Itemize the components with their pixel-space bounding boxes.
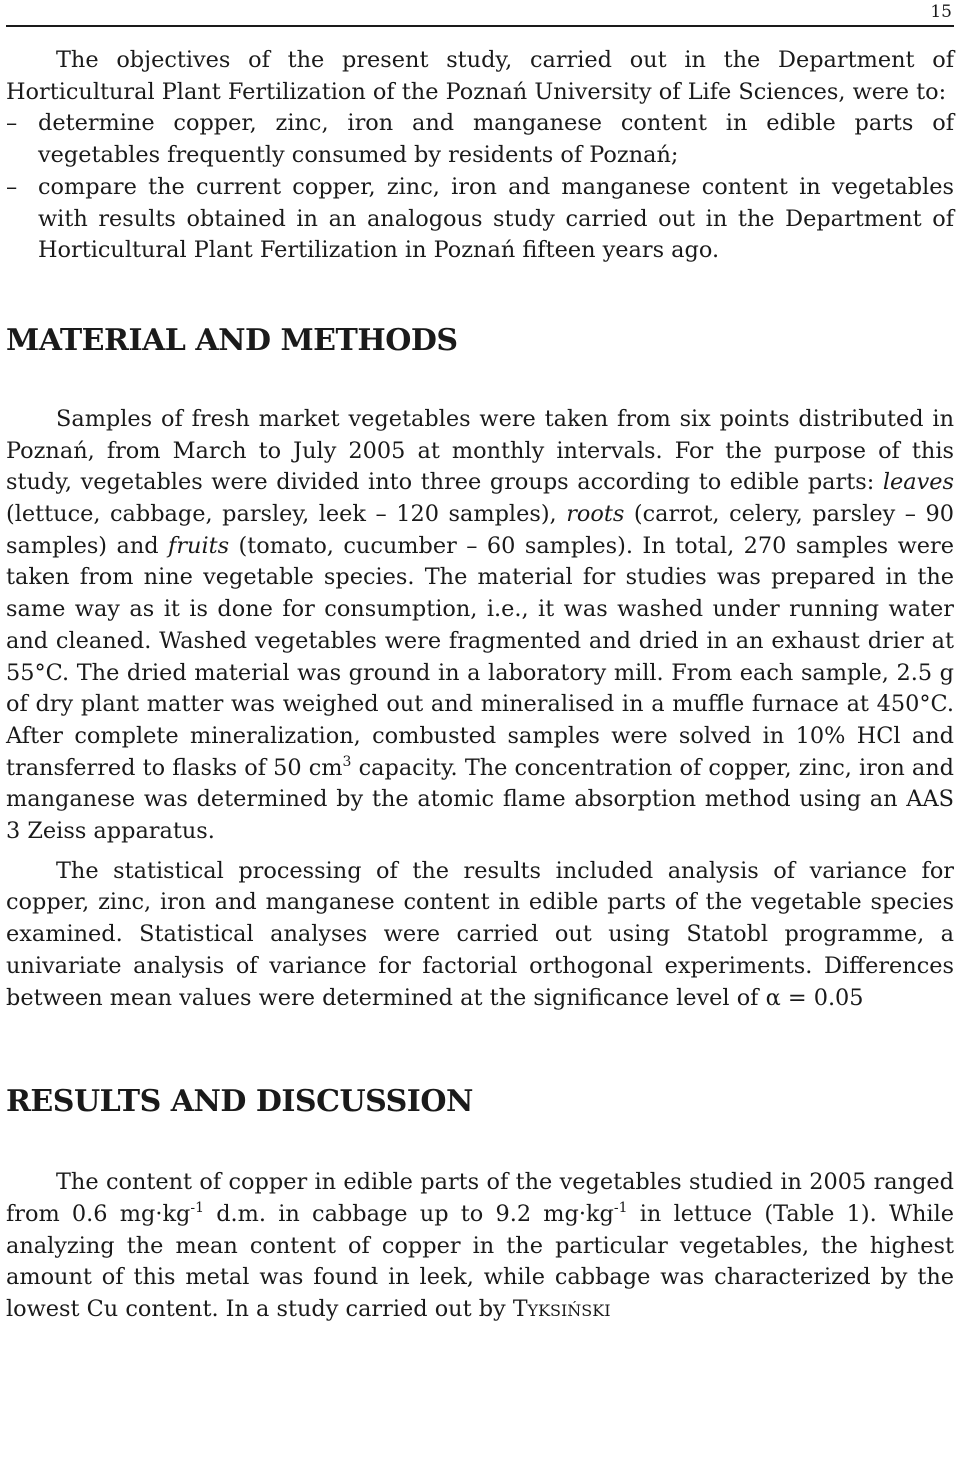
intro-paragraph: The objectives of the present study, carried out in the Department of Horticultural Plant Fertilization of the Poznań University of Life Sciences, were to:: [6, 47, 954, 105]
author-name-rest: YKSIŃSKI: [527, 1301, 611, 1321]
results-heading: RESULTS AND DISCUSSION: [6, 1084, 473, 1120]
bullet-dash: –: [6, 173, 18, 200]
objective-text-2: compare the current copper, zinc, iron and manganese content in vegetables with results obtained in an analogous study carried out in the Department of Horticultural Plant Fertilization in Poznań fifteen years ago.: [38, 173, 954, 264]
bullet-dash: –: [6, 110, 18, 137]
objective-bullet-1: [6, 108, 954, 171]
methods-heading: MATERIAL AND METHODS: [6, 322, 458, 358]
unit-superscript-2: -1: [613, 1199, 628, 1216]
unit-superscript-1: -1: [190, 1199, 204, 1216]
methods-paragraph-2: The statistical processing of the results included analysis of variance for copper, zinc, iron and manganese content in edible parts of the vegetable species examined. Statistical analyses were carried out using Statobl programme, a univariate analysis of variance for factorial orthogonal experiments. Differences between mean values were determined at the significance level of α = 0.05: [6, 857, 954, 1011]
author-name-initial: T: [512, 1297, 528, 1323]
objective-bullet-2: [6, 172, 954, 267]
leaves-term: leaves: [882, 469, 954, 496]
objective-text-1: determine copper, zinc, iron and manganese content in edible parts of vegetables frequently consumed by residents of Poznań;: [38, 110, 954, 169]
roots-term: roots: [566, 501, 625, 528]
header-rule: [6, 25, 954, 27]
page-content: [6, 45, 954, 1327]
methods-paragraph-1: Samples of fresh market vegetables were taken from six points distributed in Poznań, from March to July 2005 at monthly intervals. For the purpose of this study, vegetables were divided into three groups according to edible parts: leaves (lettuce, cabbage, parsley, leek – 120 samples), roots (carrot, celery, parsley – 90 samples) and fruits (tomato, cucumber – 60 samples). In total, 270 samples were taken from nine vegetable species. The material for studies was prepared in the same way as it is done for consumption, i.e., it was washed under running water and cleaned. Washed vegetables were fragmented and dried in an exhaust drier at 55°C. The dried material was ground in a laboratory mill. From each sample, 2.5 g of dry plant matter was weighed out and mineralised in a muffle furnace at 450°C. After complete mineralization, combusted samples were solved in 10% HCl and transferred to flasks of 50 $cm^3$ capacity. The concentration of copper, zinc, iron and manganese was determined by the atomic flame absorption method using an AAS 3 Zeiss apparatus.: [6, 405, 954, 845]
results-paragraph-1: The content of copper in edible parts of the vegetables studied in 2005 ranged from 0.6 $mg\cdot kg^{-1}$ d.m. in cabbage up to 9.2 $mg\cdot kg^{-1}$ in lettuce (Table 1). While analyzing the mean content of copper in the particular vegetables, the highest amount of this metal was found in leek, while cabbage was characterized by the lowest Cu content. In a study carried out by TYKSIŃSKI: [6, 1169, 954, 1323]
fruits-term: fruits: [168, 532, 230, 559]
cubic-superscript: 3: [342, 753, 352, 770]
page-number: 15: [930, 2, 952, 22]
